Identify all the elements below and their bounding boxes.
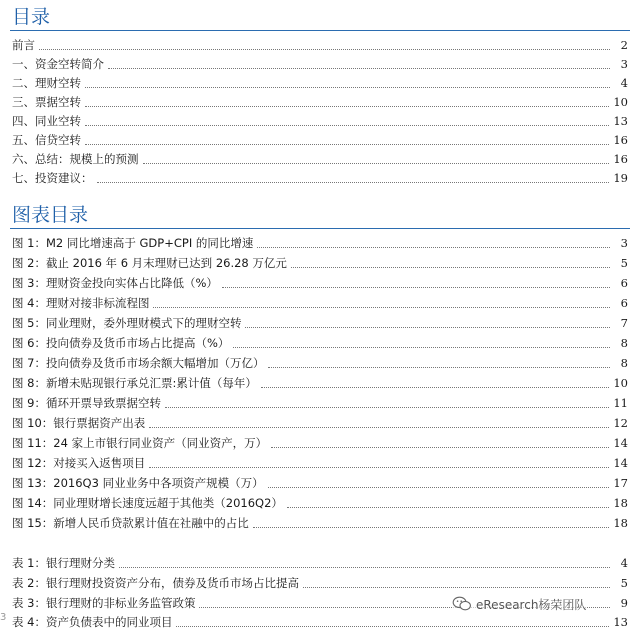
figure-entry-page: 14 [613,456,628,470]
figure-entry-label: 图 11：24 家上市银行同业资产（同业资产，万） [12,436,268,450]
leader-dots [143,154,610,164]
figure-entry[interactable] [12,494,628,512]
toc-entry-page: 3 [620,57,628,71]
leader-dots [245,318,610,328]
figure-entry-page: 3 [620,236,628,250]
figure-entry-label: 图 1：M2 同比增速高于 GDP+CPI 的同比增速 [12,236,254,250]
figure-entry-page: 5 [620,256,628,270]
leader-dots [85,97,609,107]
toc-entry-page: 16 [613,133,628,147]
toc-entry-label: 六、总结：规模上的预测 [12,152,139,166]
figure-entry[interactable] [12,374,628,392]
figure-entry[interactable] [12,394,628,412]
table-entry-label: 表 2：银行理财投资资产分布，债券及货币市场占比提高 [12,576,299,590]
leader-dots [149,458,609,468]
leader-dots [303,578,610,588]
figure-entry-page: 14 [613,436,628,450]
figure-entry[interactable] [12,454,628,472]
figure-entry-page: 18 [613,516,628,530]
table-entry[interactable] [12,574,628,592]
leader-dots [108,59,610,69]
table-entry[interactable] [12,613,628,631]
toc-entry-page: 19 [613,171,628,185]
toc-entry[interactable] [12,112,628,130]
leader-dots [176,617,609,627]
leader-dots [149,418,609,428]
leader-dots [153,298,610,308]
figure-entry[interactable] [12,294,628,312]
figure-entry-page: 11 [613,396,628,410]
leader-dots [39,40,610,50]
toc-entry-page: 2 [620,38,628,52]
table-entry-page: 9 [620,596,628,610]
figure-entry-page: 10 [613,376,628,390]
figure-entry-label: 图 15：新增人民币贷款累计值在社融中的占比 [12,516,249,530]
toc-entry-label: 二、理财空转 [12,76,81,90]
toc-entry[interactable] [12,74,628,92]
leader-dots [291,258,610,268]
toc-entry-label: 七、投资建议： [12,171,93,185]
leader-dots [261,378,610,388]
leader-dots [222,278,610,288]
figures-title: 图表目录 [12,204,89,226]
leader-dots [253,518,610,528]
figure-entry-page: 7 [620,316,628,330]
table-entry-page: 5 [620,576,628,590]
leader-dots [287,498,609,508]
toc-entry-label: 一、资金空转简介 [12,57,104,71]
figure-entry-page: 18 [613,496,628,510]
toc-entry-page: 13 [613,114,628,128]
figure-entry[interactable] [12,334,628,352]
figure-entry-page: 8 [620,336,628,350]
toc-title: 目录 [12,6,51,28]
figure-entry-label: 图 2：截止 2016 年 6 月末理财已达到 26.28 万亿元 [12,256,287,270]
figures-title-rule [10,228,630,229]
figure-entry[interactable] [12,514,628,532]
toc-entry[interactable] [12,55,628,73]
figure-entry-label: 图 9：循环开票导致票据空转 [12,396,161,410]
wechat-icon [452,596,472,612]
figure-entry[interactable] [12,274,628,292]
leader-dots [85,135,609,145]
toc-entry[interactable] [12,131,628,149]
toc-entry[interactable] [12,169,628,187]
figure-entry-page: 6 [620,296,628,310]
leader-dots [85,116,609,126]
toc-entry[interactable] [12,36,628,54]
table-entry-label: 表 4：资产负债表中的同业项目 [12,615,173,629]
table-entry-label: 表 3：银行理财的非标业务监管政策 [12,596,196,610]
watermark [452,594,586,614]
figure-entry-label: 图 8：新增未贴现银行承兑汇票:累计值（每年） [12,376,257,390]
toc-entry-label: 五、信贷空转 [12,133,81,147]
toc-title-rule [10,30,630,31]
figure-entry-label: 图 7：投向债券及货币市场余额大幅增加（万亿） [12,356,265,370]
toc-entry-page: 10 [613,95,628,109]
leader-dots [268,478,610,488]
figure-entry[interactable] [12,434,628,452]
leader-dots [268,358,610,368]
figure-entry[interactable] [12,414,628,432]
figure-entry[interactable] [12,354,628,372]
figure-entry-label: 图 3：理财资金投向实体占比降低（%） [12,276,218,290]
toc-entry[interactable] [12,150,628,168]
leader-dots [119,558,610,568]
leader-dots [257,238,610,248]
figure-entry-label: 图 12：对接买入返售项目 [12,456,146,470]
figure-entry[interactable] [12,314,628,332]
figure-entry[interactable] [12,254,628,272]
toc-entry-label: 前言 [12,38,35,52]
figure-entry-label: 图 6：投向债券及货币市场占比提高（%） [12,336,230,350]
figure-entry-page: 17 [613,476,628,490]
table-entry[interactable] [12,554,628,572]
watermark-text: eResearch杨荣团队 [476,597,587,612]
leader-dots [97,173,610,183]
figure-entry-label: 图 14：同业理财增长速度远超于其他类（2016Q2） [12,496,283,510]
figure-entry-label: 图 4：理财对接非标流程图 [12,296,150,310]
toc-entry-label: 四、同业空转 [12,114,81,128]
figure-entry[interactable] [12,234,628,252]
corner-mark: 3 [0,612,7,623]
figure-entry-page: 6 [620,276,628,290]
toc-entry-label: 三、票据空转 [12,95,81,109]
leader-dots [85,78,610,88]
table-entry-label: 表 1：银行理财分类 [12,556,115,570]
leader-dots [271,438,609,448]
toc-entry-page: 16 [613,152,628,166]
figure-entry-page: 8 [620,356,628,370]
figure-entry[interactable] [12,474,628,492]
figure-entry-page: 12 [613,416,628,430]
figure-entry-label: 图 13：2016Q3 同业业务中各项资产规模（万） [12,476,264,490]
leader-dots [233,338,610,348]
leader-dots [165,398,609,408]
table-entry-page: 4 [620,556,628,570]
figure-entry-label: 图 10：银行票据资产出表 [12,416,146,430]
figure-entry-label: 图 5：同业理财，委外理财模式下的理财空转 [12,316,242,330]
table-entry-page: 13 [613,615,628,629]
toc-entry[interactable] [12,93,628,111]
toc-entry-page: 4 [620,76,628,90]
